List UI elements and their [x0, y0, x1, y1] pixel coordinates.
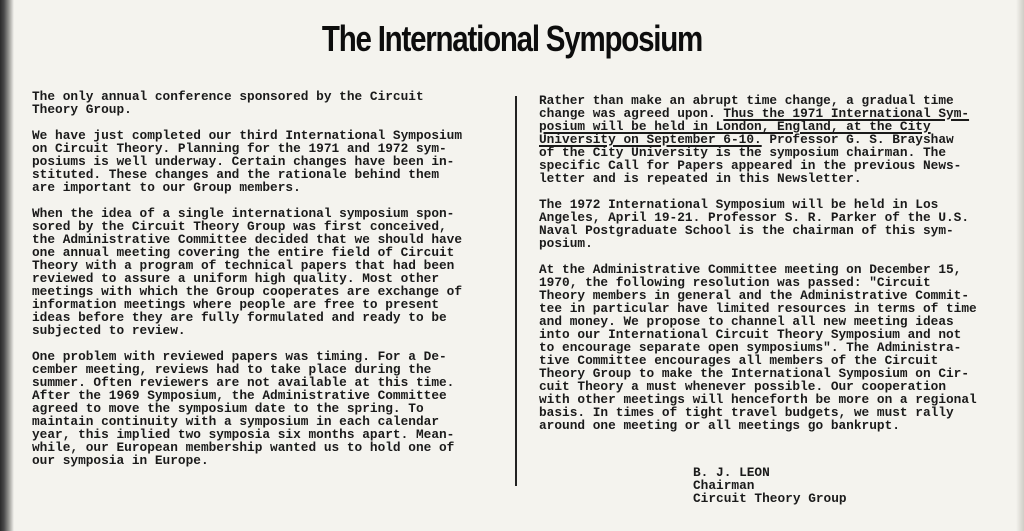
text-line: while, our European membership wanted us to hold one of — [32, 440, 455, 455]
text-line: One problem with reviewed papers was timing. For a De- — [32, 349, 447, 364]
text-line: The 1972 International Symposium will be held in Los — [539, 197, 939, 212]
text-line: Theory members in general and the Administrative Commit- — [539, 288, 970, 303]
page-binding-shadow — [0, 0, 14, 531]
text-line: The only annual conference sponsored by the Circuit — [32, 89, 424, 104]
text-run: Professor G. S. Brayshaw — [761, 132, 954, 147]
text-line: information meetings where people are free to present — [32, 297, 440, 312]
text-line: subjected to review. — [32, 323, 186, 338]
text-line: posium. — [539, 236, 593, 251]
text-line: When the idea of a single international symposium spon- — [32, 206, 455, 221]
signature-name: B. J. LEON — [693, 465, 770, 480]
right-column — [539, 94, 1019, 445]
text-line: After the 1969 Symposium, the Administrative Committee — [32, 388, 447, 403]
text-line: ideas before they are fully formulated and ready to be — [32, 310, 447, 325]
text-line: summer. Often reviewers are not available at this time. — [32, 375, 455, 390]
text-line: cember meeting, reviews had to take place during the — [32, 362, 432, 377]
text-line: and money. We propose to channel all new meeting ideas — [539, 314, 954, 329]
text-line: Rather than make an abrupt time change, a gradual time — [539, 93, 954, 108]
text-line: cuit Theory a must whenever possible. Our cooperation — [539, 379, 947, 394]
text-line: agreed to move the symposium date to the spring. To — [32, 401, 424, 416]
signature-block — [693, 466, 847, 505]
text-line: Naval Postgraduate School is the chairman of this sym- — [539, 223, 954, 238]
text-line: with other meetings will henceforth be more on a regional — [539, 392, 977, 407]
text-line: basis. In times of tight travel budgets, we must rally — [539, 405, 954, 420]
paragraph — [32, 350, 502, 467]
text-line: our symposia in Europe. — [32, 453, 209, 468]
text-line: meetings with which the Group cooperates are exchange of — [32, 284, 463, 299]
text-line: specific Call for Papers appeared in the previous News- — [539, 158, 962, 173]
text-line: maintain continuity with a symposium in each calendar — [32, 414, 440, 429]
text-line: Angeles, April 19-21. Professor S. R. Parker of the U.S. — [539, 210, 970, 225]
highlighted-text: University on September 6-10. — [539, 132, 762, 147]
paragraph — [539, 94, 1019, 185]
text-line: of the City University is the symposium chairman. The — [539, 145, 947, 160]
text-line: are important to our Group members. — [32, 180, 301, 195]
page-title: The International Symposium — [321, 18, 703, 59]
text-line: year, this implied two symposia six months apart. Mean- — [32, 427, 455, 442]
text-line: tee in particular have limited resources in terms of time — [539, 301, 977, 316]
text-line: sored by the Circuit Theory Group was first conceived, — [32, 219, 447, 234]
text-line: At the Administrative Committee meeting on December 15, — [539, 262, 962, 277]
highlighted-text: posium will be held in London, England, at the City — [539, 119, 931, 134]
text-line: Theory Group. — [32, 102, 132, 117]
text-line: stituted. These changes and the rationale behind them — [32, 167, 440, 182]
text-line: Theory with a program of technical papers that had been — [32, 258, 455, 273]
text-line: Theory Group to make the International Symposium on Cir- — [539, 366, 970, 381]
left-column — [32, 90, 502, 480]
text-line: 1970, the following resolution was passed: "Circuit — [539, 275, 931, 290]
text-line: into our International Circuit Theory Symposium and not — [539, 327, 962, 342]
signature-organization: Circuit Theory Group — [693, 491, 847, 506]
text-line: letter and is repeated in this Newsletter. — [539, 171, 862, 186]
text-line: We have just completed our third International Symposium — [32, 128, 463, 143]
paragraph — [32, 90, 502, 116]
paragraph — [32, 129, 502, 194]
text-line: reviewed to assure a uniform high quality. Most other — [32, 271, 440, 286]
text-line: one annual meeting covering the entire field of Circuit — [32, 245, 455, 260]
text-run: change was agreed upon. — [539, 106, 724, 121]
highlighted-text: Thus the 1971 International Sym- — [723, 106, 970, 121]
column-divider — [515, 96, 517, 486]
paragraph — [539, 198, 1019, 250]
text-line: tive Committee encourages all members of the Circuit — [539, 353, 939, 368]
text-line: the Administrative Committee decided that we should have — [32, 232, 463, 247]
paragraph — [32, 207, 502, 337]
paragraph — [539, 263, 1019, 432]
text-line: around one meeting or all meetings go bankrupt. — [539, 418, 900, 433]
text-line: posiums is well underway. Certain changes have been in- — [32, 154, 455, 169]
signature-title: Chairman — [693, 478, 755, 493]
text-line: on Circuit Theory. Planning for the 1971 and 1972 sym- — [32, 141, 447, 156]
text-line: to encourage separate open symposiums". The Administra- — [539, 340, 962, 355]
